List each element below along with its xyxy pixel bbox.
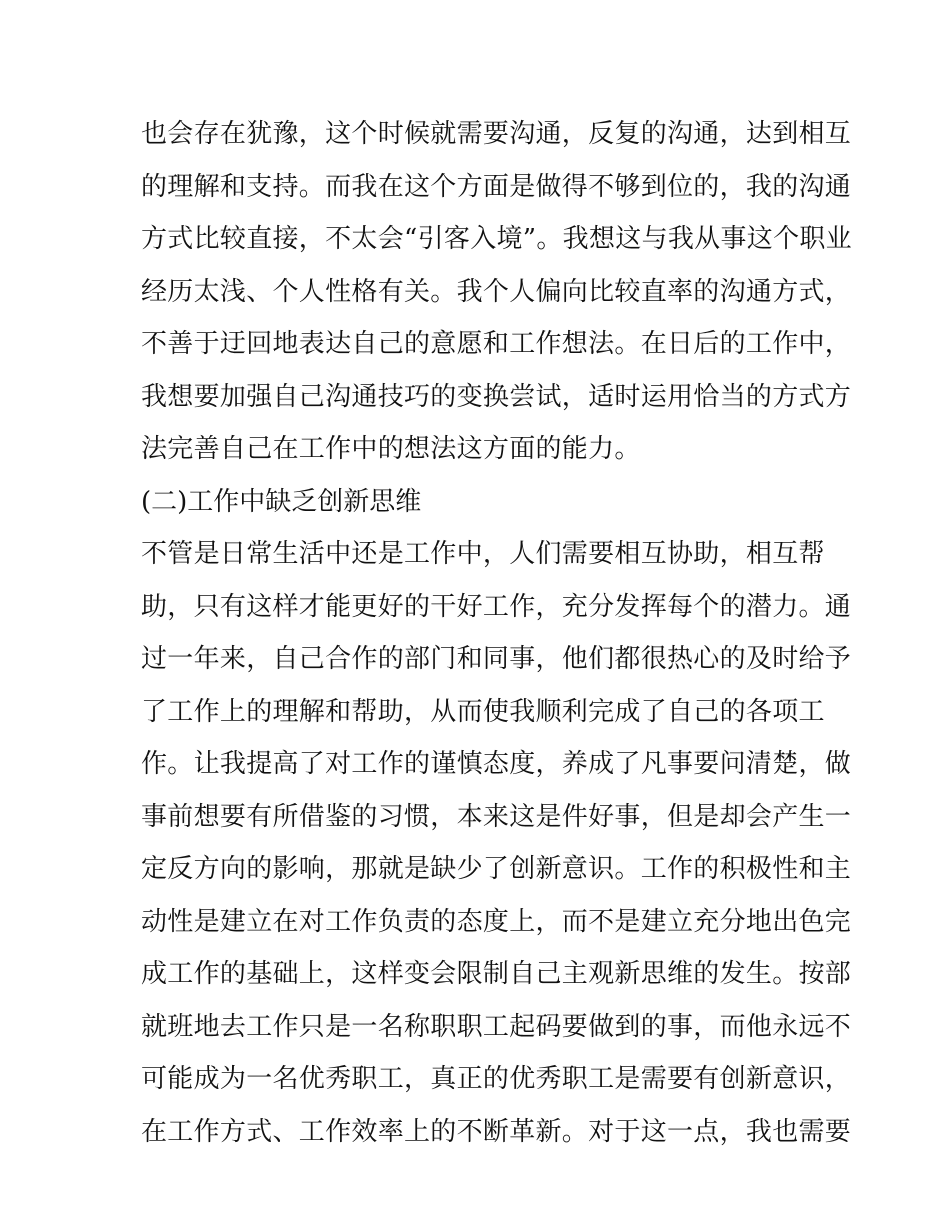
paragraph-line: 法完善自己在工作中的想法这方面的能力。: [141, 434, 641, 464]
paragraph-line: 定反方向的影响，那就是缺少了创新意识。工作的积极性和主: [141, 854, 852, 884]
section-heading: (二)工作中缺乏创新思维: [141, 486, 422, 517]
paragraph-line: 作。让我提高了对工作的谨慎态度，养成了凡事要问清楚，做: [141, 749, 852, 779]
paragraph-line: 可能成为一名优秀职工，真正的优秀职工是需要有创新意识，: [141, 1064, 852, 1094]
paragraph-line: 也会存在犹豫，这个时候就需要沟通，反复的沟通，达到相互: [141, 119, 852, 149]
paragraph-line: 过一年来，自己合作的部门和同事，他们都很热心的及时给予: [141, 644, 852, 674]
paragraph-line: 的理解和支持。而我在这个方面是做得不够到位的，我的沟通: [141, 171, 852, 202]
paragraph-line: 成工作的基础上，这样变会限制自己主观新思维的发生。按部: [141, 959, 852, 989]
paragraph-line: 在工作方式、工作效率上的不断革新。对于这一点，我也需要: [141, 1116, 852, 1147]
paragraph-line: 不管是日常生活中还是工作中，人们需要相互协助，相互帮: [141, 539, 825, 569]
paragraph-line: 我想要加强自己沟通技巧的变换尝试，适时运用恰当的方式方: [141, 381, 852, 412]
paragraph-line: 不善于迂回地表达自己的意愿和工作想法。在日后的工作中，: [141, 329, 852, 359]
paragraph-line: 事前想要有所借鉴的习惯，本来这是件好事，但是却会产生一: [141, 801, 852, 832]
paragraph-line: 助，只有这样才能更好的干好工作，充分发挥每个的潜力。通: [141, 591, 852, 622]
paragraph-line: 了工作上的理解和帮助，从而使我顺利完成了自己的各项工: [141, 696, 825, 727]
document-body: [141, 108, 852, 1158]
paragraph-line: 就班地去工作只是一名称职职工起码要做到的事，而他永远不: [141, 1011, 852, 1042]
paragraph-line: 方式比较直接，不太会“引客入境”。我想这与我从事这个职业: [141, 224, 852, 254]
paragraph-line: 动性是建立在对工作负责的态度上，而不是建立充分地出色完: [141, 906, 852, 937]
paragraph-line: 经历太浅、个人性格有关。我个人偏向比较直率的沟通方式，: [141, 276, 852, 307]
